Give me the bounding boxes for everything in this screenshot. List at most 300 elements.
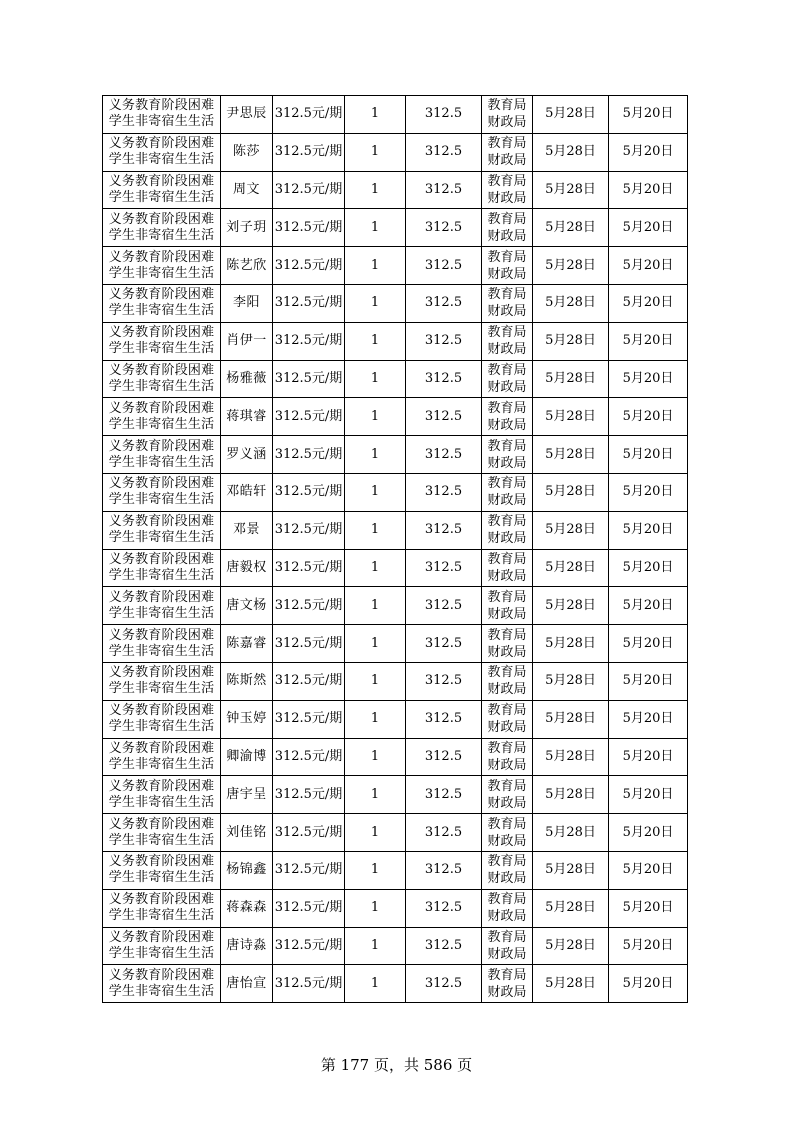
department-line-2: 财政局 — [487, 342, 527, 358]
department-cell — [482, 96, 533, 134]
name-cell: 唐宇呈 — [221, 776, 273, 814]
date-cell-1: 5月28日 — [533, 398, 609, 436]
amount-cell: 312.5 — [406, 587, 482, 625]
name-cell: 蒋森森 — [221, 889, 273, 927]
table-row — [103, 662, 688, 700]
date-cell-2: 5月20日 — [609, 700, 688, 738]
table-row — [103, 436, 688, 474]
date-cell-2: 5月20日 — [609, 171, 688, 209]
department-line-1: 教育局 — [487, 211, 527, 227]
unit-price-cell: 312.5元/期 — [273, 96, 345, 134]
department-cell — [482, 549, 533, 587]
date-cell-1: 5月28日 — [533, 436, 609, 474]
department-cell — [482, 814, 533, 852]
date-cell-1: 5月28日 — [533, 171, 609, 209]
date-cell-1: 5月28日 — [533, 511, 609, 549]
unit-price-cell: 312.5元/期 — [273, 247, 345, 285]
item-line-1: 义务教育阶段困难 — [108, 362, 215, 378]
date-cell-2: 5月20日 — [609, 889, 688, 927]
amount-cell: 312.5 — [406, 322, 482, 360]
item-cell — [103, 851, 221, 889]
date-cell-1: 5月28日 — [533, 209, 609, 247]
date-cell-2: 5月20日 — [609, 851, 688, 889]
department-line-1: 教育局 — [487, 98, 527, 114]
unit-price-cell: 312.5元/期 — [273, 889, 345, 927]
name-cell: 陈斯然 — [221, 662, 273, 700]
item-line-1: 义务教育阶段困难 — [108, 136, 215, 152]
department-line-2: 财政局 — [487, 379, 527, 395]
item-line-1: 义务教育阶段困难 — [108, 249, 215, 265]
name-cell: 钟玉婷 — [221, 700, 273, 738]
item-cell — [103, 700, 221, 738]
department-line-1: 教育局 — [487, 514, 527, 530]
quantity-cell: 1 — [345, 851, 406, 889]
item-line-1: 义务教育阶段困难 — [108, 211, 215, 227]
item-line-2: 学生非寄宿生生活 — [108, 681, 215, 697]
date-cell-2: 5月20日 — [609, 814, 688, 852]
amount-cell: 312.5 — [406, 927, 482, 965]
amount-cell: 312.5 — [406, 965, 482, 1003]
unit-price-cell: 312.5元/期 — [273, 511, 345, 549]
item-line-2: 学生非寄宿生生活 — [108, 794, 215, 810]
item-line-1: 义务教育阶段困难 — [108, 703, 215, 719]
unit-price-cell: 312.5元/期 — [273, 851, 345, 889]
department-cell — [482, 851, 533, 889]
date-cell-1: 5月28日 — [533, 700, 609, 738]
date-cell-2: 5月20日 — [609, 625, 688, 663]
department-line-2: 财政局 — [487, 493, 527, 509]
table-row — [103, 965, 688, 1003]
unit-price-cell: 312.5元/期 — [273, 965, 345, 1003]
item-line-1: 义务教育阶段困难 — [108, 892, 215, 908]
item-cell — [103, 360, 221, 398]
unit-price-cell: 312.5元/期 — [273, 700, 345, 738]
item-line-1: 义务教育阶段困难 — [108, 740, 215, 756]
date-cell-1: 5月28日 — [533, 133, 609, 171]
date-cell-2: 5月20日 — [609, 965, 688, 1003]
item-cell — [103, 322, 221, 360]
item-line-2: 学生非寄宿生生活 — [108, 341, 215, 357]
department-cell — [482, 133, 533, 171]
quantity-cell: 1 — [345, 662, 406, 700]
item-line-1: 义务教育阶段困难 — [108, 665, 215, 681]
amount-cell: 312.5 — [406, 284, 482, 322]
amount-cell: 312.5 — [406, 133, 482, 171]
item-line-2: 学生非寄宿生生活 — [108, 983, 215, 999]
unit-price-cell: 312.5元/期 — [273, 209, 345, 247]
department-line-1: 教育局 — [487, 438, 527, 454]
date-cell-1: 5月28日 — [533, 587, 609, 625]
date-cell-1: 5月28日 — [533, 360, 609, 398]
department-line-2: 财政局 — [487, 682, 527, 698]
date-cell-2: 5月20日 — [609, 776, 688, 814]
department-line-1: 教育局 — [487, 173, 527, 189]
table-row — [103, 927, 688, 965]
department-line-2: 财政局 — [487, 833, 527, 849]
item-line-1: 义务教育阶段困难 — [108, 98, 215, 114]
amount-cell: 312.5 — [406, 398, 482, 436]
unit-price-cell: 312.5元/期 — [273, 171, 345, 209]
item-line-1: 义务教育阶段困难 — [108, 438, 215, 454]
date-cell-2: 5月20日 — [609, 662, 688, 700]
item-line-1: 义务教育阶段困难 — [108, 287, 215, 303]
date-cell-2: 5月20日 — [609, 284, 688, 322]
quantity-cell: 1 — [345, 511, 406, 549]
unit-price-cell: 312.5元/期 — [273, 776, 345, 814]
date-cell-2: 5月20日 — [609, 549, 688, 587]
department-cell — [482, 511, 533, 549]
department-line-1: 教育局 — [487, 476, 527, 492]
item-cell — [103, 965, 221, 1003]
date-cell-2: 5月20日 — [609, 209, 688, 247]
item-line-2: 学生非寄宿生生活 — [108, 265, 215, 281]
name-cell: 唐毅权 — [221, 549, 273, 587]
date-cell-2: 5月20日 — [609, 511, 688, 549]
quantity-cell: 1 — [345, 776, 406, 814]
department-line-1: 教育局 — [487, 778, 527, 794]
unit-price-cell: 312.5元/期 — [273, 398, 345, 436]
unit-price-cell: 312.5元/期 — [273, 662, 345, 700]
item-cell — [103, 473, 221, 511]
item-cell — [103, 96, 221, 134]
table-row — [103, 284, 688, 322]
name-cell: 邓皓轩 — [221, 473, 273, 511]
quantity-cell: 1 — [345, 889, 406, 927]
item-line-1: 义务教育阶段困难 — [108, 627, 215, 643]
table-row — [103, 133, 688, 171]
item-line-2: 学生非寄宿生生活 — [108, 567, 215, 583]
name-cell: 肖伊一 — [221, 322, 273, 360]
department-line-2: 财政局 — [487, 871, 527, 887]
amount-cell: 312.5 — [406, 247, 482, 285]
quantity-cell: 1 — [345, 625, 406, 663]
quantity-cell: 1 — [345, 360, 406, 398]
item-line-1: 义务教育阶段困难 — [108, 173, 215, 189]
name-cell: 邓景 — [221, 511, 273, 549]
department-line-2: 财政局 — [487, 757, 527, 773]
name-cell: 陈莎 — [221, 133, 273, 171]
unit-price-cell: 312.5元/期 — [273, 473, 345, 511]
department-cell — [482, 738, 533, 776]
date-cell-1: 5月28日 — [533, 662, 609, 700]
department-line-1: 教育局 — [487, 665, 527, 681]
item-line-2: 学生非寄宿生生活 — [108, 189, 215, 205]
unit-price-cell: 312.5元/期 — [273, 360, 345, 398]
department-line-1: 教育局 — [487, 892, 527, 908]
amount-cell: 312.5 — [406, 662, 482, 700]
department-line-1: 教育局 — [487, 816, 527, 832]
item-cell — [103, 511, 221, 549]
amount-cell: 312.5 — [406, 511, 482, 549]
amount-cell: 312.5 — [406, 209, 482, 247]
unit-price-cell: 312.5元/期 — [273, 322, 345, 360]
name-cell: 唐诗淼 — [221, 927, 273, 965]
table-row — [103, 625, 688, 663]
department-cell — [482, 436, 533, 474]
department-line-1: 教育局 — [487, 400, 527, 416]
item-line-1: 义务教育阶段困难 — [108, 551, 215, 567]
table-row — [103, 889, 688, 927]
amount-cell: 312.5 — [406, 625, 482, 663]
item-line-1: 义务教育阶段困难 — [108, 514, 215, 530]
department-cell — [482, 171, 533, 209]
item-cell — [103, 587, 221, 625]
amount-cell: 312.5 — [406, 473, 482, 511]
department-line-2: 财政局 — [487, 644, 527, 660]
department-line-2: 财政局 — [487, 909, 527, 925]
quantity-cell: 1 — [345, 398, 406, 436]
table-row — [103, 473, 688, 511]
table-row — [103, 700, 688, 738]
department-line-2: 财政局 — [487, 531, 527, 547]
item-cell — [103, 776, 221, 814]
quantity-cell: 1 — [345, 549, 406, 587]
quantity-cell: 1 — [345, 322, 406, 360]
item-cell — [103, 625, 221, 663]
department-line-1: 教育局 — [487, 703, 527, 719]
amount-cell: 312.5 — [406, 360, 482, 398]
table-row — [103, 738, 688, 776]
table-row — [103, 322, 688, 360]
name-cell: 周文 — [221, 171, 273, 209]
amount-cell: 312.5 — [406, 814, 482, 852]
item-line-2: 学生非寄宿生生活 — [108, 605, 215, 621]
item-line-1: 义务教育阶段困难 — [108, 929, 215, 945]
item-line-2: 学生非寄宿生生活 — [108, 870, 215, 886]
item-line-2: 学生非寄宿生生活 — [108, 756, 215, 772]
item-line-2: 学生非寄宿生生活 — [108, 227, 215, 243]
item-line-2: 学生非寄宿生生活 — [108, 378, 215, 394]
item-line-2: 学生非寄宿生生活 — [108, 945, 215, 961]
department-line-2: 财政局 — [487, 304, 527, 320]
quantity-cell: 1 — [345, 133, 406, 171]
item-line-1: 义务教育阶段困难 — [108, 967, 215, 983]
date-cell-2: 5月20日 — [609, 738, 688, 776]
department-line-2: 财政局 — [487, 228, 527, 244]
department-line-1: 教育局 — [487, 589, 527, 605]
department-line-1: 教育局 — [487, 136, 527, 152]
quantity-cell: 1 — [345, 247, 406, 285]
date-cell-1: 5月28日 — [533, 851, 609, 889]
table-body — [103, 96, 688, 1003]
department-line-2: 财政局 — [487, 946, 527, 962]
name-cell: 杨雅薇 — [221, 360, 273, 398]
quantity-cell: 1 — [345, 436, 406, 474]
table-row — [103, 398, 688, 436]
department-line-2: 财政局 — [487, 115, 527, 131]
name-cell: 刘子玥 — [221, 209, 273, 247]
table-row — [103, 851, 688, 889]
date-cell-1: 5月28日 — [533, 814, 609, 852]
item-cell — [103, 284, 221, 322]
date-cell-1: 5月28日 — [533, 738, 609, 776]
table-row — [103, 96, 688, 134]
department-cell — [482, 662, 533, 700]
department-line-1: 教育局 — [487, 325, 527, 341]
item-cell — [103, 549, 221, 587]
table-row — [103, 360, 688, 398]
quantity-cell: 1 — [345, 927, 406, 965]
unit-price-cell: 312.5元/期 — [273, 738, 345, 776]
department-line-1: 教育局 — [487, 627, 527, 643]
item-line-2: 学生非寄宿生生活 — [108, 719, 215, 735]
amount-cell: 312.5 — [406, 436, 482, 474]
quantity-cell: 1 — [345, 284, 406, 322]
name-cell: 尹思辰 — [221, 96, 273, 134]
department-cell — [482, 587, 533, 625]
date-cell-2: 5月20日 — [609, 322, 688, 360]
department-line-2: 财政局 — [487, 455, 527, 471]
department-line-2: 财政局 — [487, 720, 527, 736]
item-line-2: 学生非寄宿生生活 — [108, 908, 215, 924]
quantity-cell: 1 — [345, 209, 406, 247]
table-row — [103, 776, 688, 814]
item-cell — [103, 436, 221, 474]
name-cell: 卿渝博 — [221, 738, 273, 776]
department-cell — [482, 965, 533, 1003]
date-cell-1: 5月28日 — [533, 96, 609, 134]
unit-price-cell: 312.5元/期 — [273, 133, 345, 171]
item-cell — [103, 662, 221, 700]
table-row — [103, 814, 688, 852]
item-line-1: 义务教育阶段困难 — [108, 589, 215, 605]
department-line-1: 教育局 — [487, 287, 527, 303]
department-cell — [482, 322, 533, 360]
date-cell-1: 5月28日 — [533, 776, 609, 814]
table-row — [103, 171, 688, 209]
item-line-2: 学生非寄宿生生活 — [108, 832, 215, 848]
department-cell — [482, 700, 533, 738]
date-cell-1: 5月28日 — [533, 322, 609, 360]
name-cell: 杨锦鑫 — [221, 851, 273, 889]
item-line-2: 学生非寄宿生生活 — [108, 530, 215, 546]
unit-price-cell: 312.5元/期 — [273, 927, 345, 965]
item-line-1: 义务教育阶段困难 — [108, 816, 215, 832]
department-cell — [482, 398, 533, 436]
unit-price-cell: 312.5元/期 — [273, 549, 345, 587]
department-line-1: 教育局 — [487, 362, 527, 378]
item-cell — [103, 209, 221, 247]
department-line-2: 财政局 — [487, 984, 527, 1000]
quantity-cell: 1 — [345, 171, 406, 209]
item-line-2: 学生非寄宿生生活 — [108, 416, 215, 432]
amount-cell: 312.5 — [406, 738, 482, 776]
amount-cell: 312.5 — [406, 171, 482, 209]
unit-price-cell: 312.5元/期 — [273, 436, 345, 474]
department-line-1: 教育局 — [487, 249, 527, 265]
quantity-cell: 1 — [345, 700, 406, 738]
item-cell — [103, 133, 221, 171]
quantity-cell: 1 — [345, 587, 406, 625]
department-cell — [482, 247, 533, 285]
date-cell-1: 5月28日 — [533, 247, 609, 285]
department-cell — [482, 927, 533, 965]
department-line-1: 教育局 — [487, 967, 527, 983]
date-cell-2: 5月20日 — [609, 587, 688, 625]
name-cell: 刘佳铭 — [221, 814, 273, 852]
date-cell-1: 5月28日 — [533, 284, 609, 322]
table-row — [103, 587, 688, 625]
amount-cell: 312.5 — [406, 851, 482, 889]
name-cell: 陈艺欣 — [221, 247, 273, 285]
item-line-2: 学生非寄宿生生活 — [108, 643, 215, 659]
amount-cell: 312.5 — [406, 549, 482, 587]
department-cell — [482, 889, 533, 927]
date-cell-1: 5月28日 — [533, 625, 609, 663]
quantity-cell: 1 — [345, 814, 406, 852]
item-line-2: 学生非寄宿生生活 — [108, 152, 215, 168]
date-cell-1: 5月28日 — [533, 889, 609, 927]
department-line-1: 教育局 — [487, 929, 527, 945]
date-cell-1: 5月28日 — [533, 473, 609, 511]
page-footer: 第 177 页，共 586 页 — [320, 1056, 473, 1074]
name-cell: 唐文杨 — [221, 587, 273, 625]
department-line-2: 财政局 — [487, 795, 527, 811]
date-cell-2: 5月20日 — [609, 133, 688, 171]
table-row — [103, 511, 688, 549]
amount-cell: 312.5 — [406, 700, 482, 738]
table-row — [103, 549, 688, 587]
quantity-cell: 1 — [345, 96, 406, 134]
department-line-2: 财政局 — [487, 266, 527, 282]
date-cell-2: 5月20日 — [609, 927, 688, 965]
item-cell — [103, 738, 221, 776]
department-line-2: 财政局 — [487, 153, 527, 169]
department-cell — [482, 473, 533, 511]
name-cell: 罗义涵 — [221, 436, 273, 474]
item-line-2: 学生非寄宿生生活 — [108, 303, 215, 319]
item-line-1: 义务教育阶段困难 — [108, 778, 215, 794]
item-line-1: 义务教育阶段困难 — [108, 854, 215, 870]
name-cell: 蒋琪睿 — [221, 398, 273, 436]
date-cell-1: 5月28日 — [533, 965, 609, 1003]
name-cell: 陈嘉睿 — [221, 625, 273, 663]
name-cell: 李阳 — [221, 284, 273, 322]
amount-cell: 312.5 — [406, 776, 482, 814]
department-cell — [482, 776, 533, 814]
item-cell — [103, 398, 221, 436]
unit-price-cell: 312.5元/期 — [273, 284, 345, 322]
quantity-cell: 1 — [345, 473, 406, 511]
item-line-2: 学生非寄宿生生活 — [108, 114, 215, 130]
item-cell — [103, 247, 221, 285]
subsidy-table — [102, 95, 688, 1003]
item-cell — [103, 889, 221, 927]
department-line-2: 财政局 — [487, 606, 527, 622]
date-cell-1: 5月28日 — [533, 927, 609, 965]
quantity-cell: 1 — [345, 738, 406, 776]
quantity-cell: 1 — [345, 965, 406, 1003]
department-cell — [482, 360, 533, 398]
department-line-1: 教育局 — [487, 740, 527, 756]
date-cell-1: 5月28日 — [533, 549, 609, 587]
date-cell-2: 5月20日 — [609, 436, 688, 474]
item-cell — [103, 814, 221, 852]
date-cell-2: 5月20日 — [609, 360, 688, 398]
item-line-1: 义务教育阶段困难 — [108, 476, 215, 492]
item-line-1: 义务教育阶段困难 — [108, 400, 215, 416]
department-line-1: 教育局 — [487, 551, 527, 567]
item-cell — [103, 171, 221, 209]
amount-cell: 312.5 — [406, 96, 482, 134]
department-cell — [482, 284, 533, 322]
department-cell — [482, 209, 533, 247]
item-line-1: 义务教育阶段困难 — [108, 325, 215, 341]
item-line-2: 学生非寄宿生生活 — [108, 454, 215, 470]
unit-price-cell: 312.5元/期 — [273, 625, 345, 663]
department-line-2: 财政局 — [487, 568, 527, 584]
item-cell — [103, 927, 221, 965]
